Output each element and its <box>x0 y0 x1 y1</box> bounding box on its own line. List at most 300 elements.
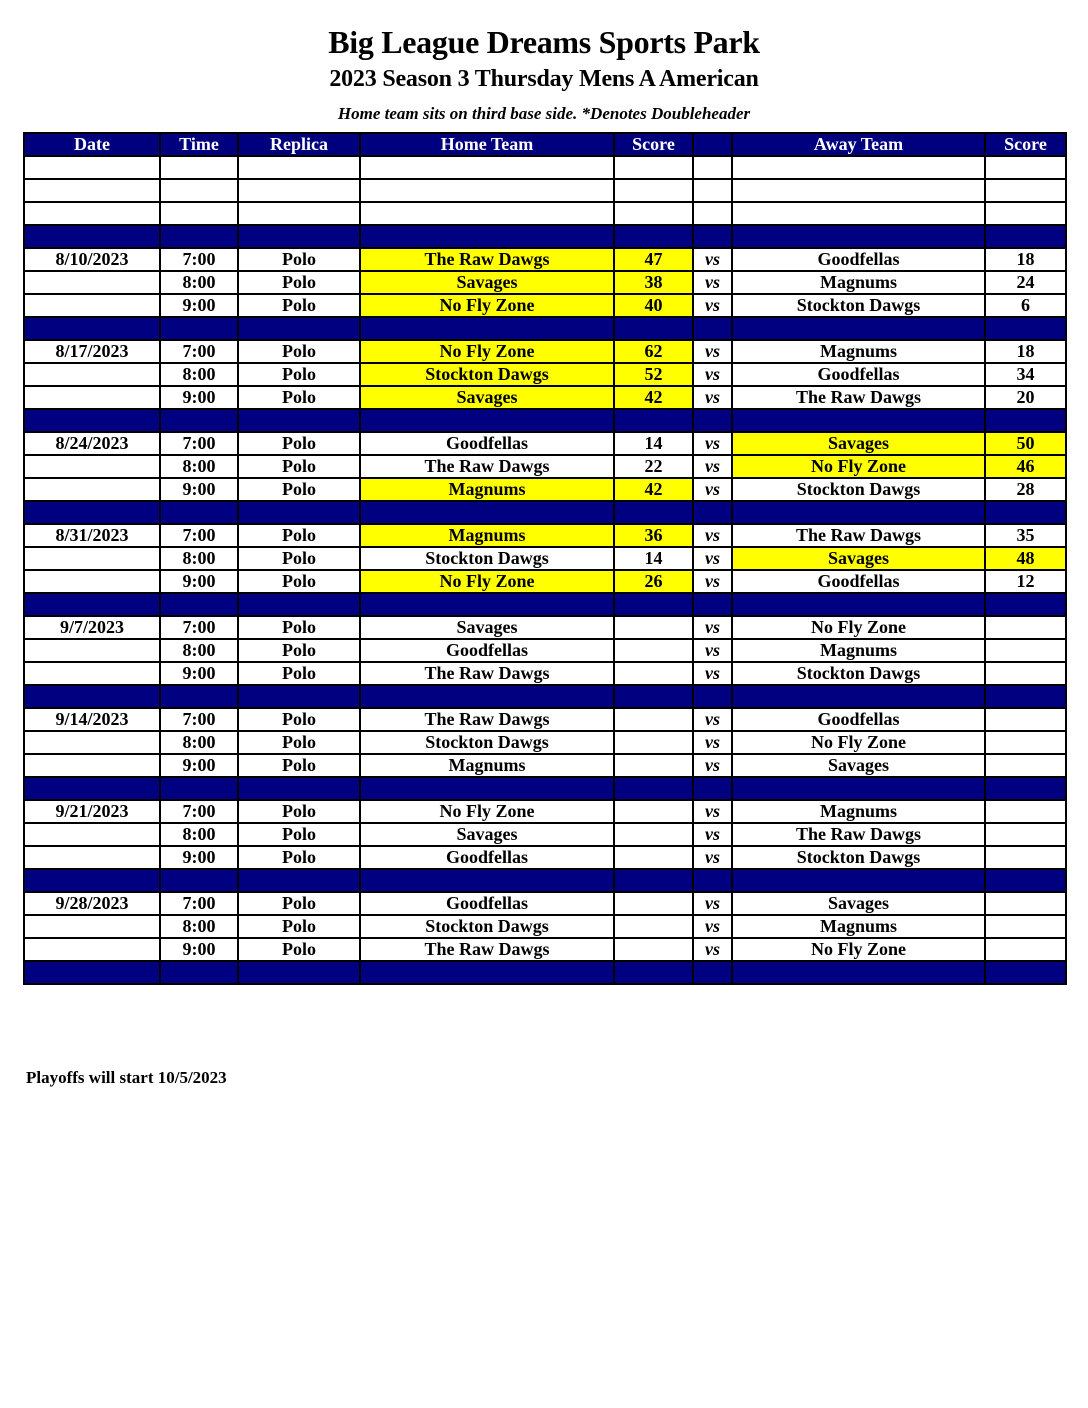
replica-cell: Polo <box>238 570 360 593</box>
vs-cell <box>693 685 732 708</box>
game-row <box>24 938 1066 961</box>
home-score-cell <box>614 754 693 777</box>
home-score-cell: 14 <box>614 547 693 570</box>
replica-cell: Polo <box>238 432 360 455</box>
vs-cell <box>693 869 732 892</box>
time-cell: 9:00 <box>160 478 238 501</box>
replica-cell: Polo <box>238 340 360 363</box>
away-score-cell: 48 <box>985 547 1066 570</box>
date-cell: 9/14/2023 <box>24 708 160 731</box>
date-cell: 8/10/2023 <box>24 248 160 271</box>
date-cell: 8/17/2023 <box>24 340 160 363</box>
game-row <box>24 823 1066 846</box>
replica-cell <box>238 869 360 892</box>
vs-cell: vs <box>693 616 732 639</box>
home-team-cell <box>360 869 614 892</box>
away-score-cell <box>985 938 1066 961</box>
time-cell <box>160 409 238 432</box>
game-row <box>24 547 1066 570</box>
date-cell <box>24 869 160 892</box>
vs-cell: vs <box>693 823 732 846</box>
replica-cell: Polo <box>238 294 360 317</box>
away-score-cell: 35 <box>985 524 1066 547</box>
page-title: Big League Dreams Sports Park <box>328 24 760 60</box>
away-score-cell: 50 <box>985 432 1066 455</box>
vs-cell: vs <box>693 708 732 731</box>
home-team-cell: The Raw Dawgs <box>360 662 614 685</box>
vs-cell <box>693 179 732 202</box>
game-row <box>24 915 1066 938</box>
date-cell <box>24 570 160 593</box>
away-score-cell: 46 <box>985 455 1066 478</box>
game-row <box>24 662 1066 685</box>
home-team-cell <box>360 225 614 248</box>
date-cell <box>24 639 160 662</box>
replica-cell: Polo <box>238 846 360 869</box>
home-team-cell: No Fly Zone <box>360 800 614 823</box>
game-row <box>24 570 1066 593</box>
game-row <box>24 892 1066 915</box>
vs-cell: vs <box>693 800 732 823</box>
game-row <box>24 248 1066 271</box>
date-cell <box>24 271 160 294</box>
date-cell <box>24 386 160 409</box>
home-team-cell <box>360 202 614 225</box>
away-team-cell: Goodfellas <box>732 708 985 731</box>
vs-cell <box>693 501 732 524</box>
blank-row <box>24 202 1066 225</box>
replica-cell <box>238 317 360 340</box>
away-team-cell <box>732 593 985 616</box>
home-score-cell <box>614 869 693 892</box>
home-score-cell: 22 <box>614 455 693 478</box>
time-cell: 9:00 <box>160 662 238 685</box>
game-row <box>24 271 1066 294</box>
replica-cell: Polo <box>238 616 360 639</box>
home-score-cell <box>614 685 693 708</box>
away-score-cell: 34 <box>985 363 1066 386</box>
away-score-cell: 6 <box>985 294 1066 317</box>
spacer-row <box>24 869 1066 892</box>
replica-cell: Polo <box>238 662 360 685</box>
date-cell <box>24 501 160 524</box>
season-subtitle: 2023 Season 3 Thursday Mens A American <box>329 66 759 92</box>
replica-cell: Polo <box>238 363 360 386</box>
away-score-cell <box>985 846 1066 869</box>
time-cell: 9:00 <box>160 294 238 317</box>
away-team-cell: Stockton Dawgs <box>732 478 985 501</box>
away-score-cell <box>985 639 1066 662</box>
vs-cell: vs <box>693 271 732 294</box>
time-cell <box>160 317 238 340</box>
home-team-cell: No Fly Zone <box>360 570 614 593</box>
time-cell <box>160 179 238 202</box>
home-team-cell: Goodfellas <box>360 639 614 662</box>
home-team-cell <box>360 593 614 616</box>
date-cell <box>24 455 160 478</box>
home-team-cell: No Fly Zone <box>360 340 614 363</box>
away-score-cell: 18 <box>985 340 1066 363</box>
date-cell: 8/31/2023 <box>24 524 160 547</box>
spacer-row <box>24 317 1066 340</box>
home-score-cell <box>614 823 693 846</box>
away-score-cell <box>985 409 1066 432</box>
vs-cell: vs <box>693 363 732 386</box>
away-score-cell: 18 <box>985 248 1066 271</box>
time-cell: 8:00 <box>160 363 238 386</box>
home-team-cell: Savages <box>360 616 614 639</box>
game-row <box>24 363 1066 386</box>
date-cell <box>24 317 160 340</box>
home-score-cell <box>614 961 693 984</box>
away-team-cell: Goodfellas <box>732 363 985 386</box>
replica-cell <box>238 777 360 800</box>
home-team-cell: Goodfellas <box>360 892 614 915</box>
away-score-cell <box>985 662 1066 685</box>
col-header-time: Time <box>160 133 238 156</box>
vs-cell: vs <box>693 731 732 754</box>
replica-cell <box>238 202 360 225</box>
time-cell: 9:00 <box>160 386 238 409</box>
col-header-away-score: Score <box>985 133 1066 156</box>
home-team-cell: The Raw Dawgs <box>360 938 614 961</box>
vs-cell <box>693 156 732 179</box>
away-score-cell <box>985 501 1066 524</box>
away-score-cell <box>985 179 1066 202</box>
home-score-cell <box>614 179 693 202</box>
home-score-cell: 26 <box>614 570 693 593</box>
game-row <box>24 386 1066 409</box>
time-cell: 8:00 <box>160 547 238 570</box>
time-cell: 9:00 <box>160 570 238 593</box>
time-cell: 7:00 <box>160 800 238 823</box>
away-team-cell <box>732 179 985 202</box>
away-team-cell: Magnums <box>732 639 985 662</box>
time-cell <box>160 156 238 179</box>
home-team-cell: Savages <box>360 271 614 294</box>
home-score-cell: 47 <box>614 248 693 271</box>
home-score-cell: 40 <box>614 294 693 317</box>
home-team-cell <box>360 501 614 524</box>
replica-cell: Polo <box>238 915 360 938</box>
replica-cell: Polo <box>238 938 360 961</box>
home-team-cell <box>360 317 614 340</box>
date-cell <box>24 777 160 800</box>
home-score-cell: 14 <box>614 432 693 455</box>
replica-cell <box>238 685 360 708</box>
replica-cell: Polo <box>238 524 360 547</box>
away-score-cell <box>985 777 1066 800</box>
vs-cell <box>693 317 732 340</box>
spacer-row <box>24 593 1066 616</box>
time-cell <box>160 777 238 800</box>
col-header-away-team: Away Team <box>732 133 985 156</box>
spacer-row <box>24 777 1066 800</box>
home-score-cell: 42 <box>614 386 693 409</box>
away-team-cell: Magnums <box>732 915 985 938</box>
home-team-cell <box>360 409 614 432</box>
vs-cell: vs <box>693 386 732 409</box>
home-team-cell <box>360 179 614 202</box>
time-cell: 7:00 <box>160 616 238 639</box>
away-score-cell <box>985 823 1066 846</box>
spacer-row <box>24 961 1066 984</box>
date-cell <box>24 915 160 938</box>
home-team-cell: The Raw Dawgs <box>360 455 614 478</box>
game-row <box>24 846 1066 869</box>
date-cell <box>24 156 160 179</box>
time-cell: 7:00 <box>160 708 238 731</box>
home-team-note: Home team sits on third base side. *Denotes Doubleheader <box>337 104 751 123</box>
away-team-cell: The Raw Dawgs <box>732 386 985 409</box>
away-team-cell: The Raw Dawgs <box>732 823 985 846</box>
home-team-cell: Stockton Dawgs <box>360 915 614 938</box>
date-cell <box>24 225 160 248</box>
away-score-cell <box>985 156 1066 179</box>
vs-cell <box>693 225 732 248</box>
away-team-cell: Savages <box>732 432 985 455</box>
home-score-cell <box>614 409 693 432</box>
home-score-cell <box>614 662 693 685</box>
home-score-cell <box>614 777 693 800</box>
col-header-vs <box>693 133 732 156</box>
replica-cell: Polo <box>238 455 360 478</box>
replica-cell: Polo <box>238 547 360 570</box>
home-team-cell: Stockton Dawgs <box>360 547 614 570</box>
home-score-cell <box>614 501 693 524</box>
away-team-cell: Stockton Dawgs <box>732 662 985 685</box>
away-team-cell: No Fly Zone <box>732 616 985 639</box>
away-score-cell <box>985 685 1066 708</box>
date-cell <box>24 662 160 685</box>
away-score-cell <box>985 593 1066 616</box>
game-row <box>24 639 1066 662</box>
time-cell <box>160 225 238 248</box>
time-cell: 9:00 <box>160 938 238 961</box>
date-cell: 9/21/2023 <box>24 800 160 823</box>
home-score-cell <box>614 593 693 616</box>
away-team-cell: Savages <box>732 754 985 777</box>
home-score-cell: 52 <box>614 363 693 386</box>
away-score-cell <box>985 616 1066 639</box>
home-team-cell: Savages <box>360 823 614 846</box>
home-team-cell: Magnums <box>360 478 614 501</box>
schedule-body <box>24 156 1066 984</box>
replica-cell <box>238 961 360 984</box>
away-team-cell <box>732 225 985 248</box>
away-team-cell: Savages <box>732 547 985 570</box>
date-cell: 9/28/2023 <box>24 892 160 915</box>
home-team-cell: Stockton Dawgs <box>360 731 614 754</box>
away-team-cell <box>732 869 985 892</box>
vs-cell <box>693 593 732 616</box>
home-team-cell: The Raw Dawgs <box>360 248 614 271</box>
away-team-cell: Magnums <box>732 340 985 363</box>
vs-cell: vs <box>693 892 732 915</box>
replica-cell: Polo <box>238 892 360 915</box>
time-cell <box>160 961 238 984</box>
away-team-cell: No Fly Zone <box>732 731 985 754</box>
home-score-cell <box>614 225 693 248</box>
date-cell <box>24 961 160 984</box>
replica-cell: Polo <box>238 708 360 731</box>
vs-cell: vs <box>693 570 732 593</box>
home-score-cell: 36 <box>614 524 693 547</box>
home-score-cell <box>614 708 693 731</box>
date-cell: 9/7/2023 <box>24 616 160 639</box>
vs-cell: vs <box>693 432 732 455</box>
time-cell: 8:00 <box>160 271 238 294</box>
away-team-cell <box>732 961 985 984</box>
home-team-cell: Savages <box>360 386 614 409</box>
col-header-replica: Replica <box>238 133 360 156</box>
away-score-cell: 24 <box>985 271 1066 294</box>
playoffs-note: Playoffs will start 10/5/2023 <box>26 1068 227 1087</box>
replica-cell: Polo <box>238 478 360 501</box>
replica-cell: Polo <box>238 639 360 662</box>
home-team-cell: Magnums <box>360 754 614 777</box>
away-team-cell: Goodfellas <box>732 248 985 271</box>
time-cell: 8:00 <box>160 731 238 754</box>
away-team-cell: Stockton Dawgs <box>732 846 985 869</box>
vs-cell <box>693 202 732 225</box>
home-team-cell: Stockton Dawgs <box>360 363 614 386</box>
replica-cell: Polo <box>238 248 360 271</box>
home-score-cell <box>614 317 693 340</box>
blank-row <box>24 156 1066 179</box>
time-cell <box>160 685 238 708</box>
replica-cell <box>238 593 360 616</box>
vs-cell <box>693 409 732 432</box>
date-cell <box>24 846 160 869</box>
date-cell <box>24 409 160 432</box>
vs-cell <box>693 961 732 984</box>
vs-cell: vs <box>693 524 732 547</box>
game-row <box>24 478 1066 501</box>
time-cell <box>160 202 238 225</box>
vs-cell <box>693 777 732 800</box>
time-cell: 9:00 <box>160 846 238 869</box>
date-cell <box>24 731 160 754</box>
replica-cell: Polo <box>238 754 360 777</box>
replica-cell <box>238 409 360 432</box>
game-row <box>24 524 1066 547</box>
away-score-cell: 28 <box>985 478 1066 501</box>
schedule-table <box>23 132 1067 985</box>
away-score-cell <box>985 731 1066 754</box>
game-row <box>24 731 1066 754</box>
home-team-cell <box>360 961 614 984</box>
home-score-cell: 38 <box>614 271 693 294</box>
blank-row <box>24 179 1066 202</box>
away-team-cell <box>732 202 985 225</box>
vs-cell: vs <box>693 248 732 271</box>
home-score-cell <box>614 846 693 869</box>
vs-cell: vs <box>693 754 732 777</box>
vs-cell: vs <box>693 547 732 570</box>
date-cell <box>24 179 160 202</box>
replica-cell: Polo <box>238 800 360 823</box>
home-team-cell <box>360 777 614 800</box>
date-cell: 8/24/2023 <box>24 432 160 455</box>
away-score-cell <box>985 708 1066 731</box>
date-cell <box>24 202 160 225</box>
away-team-cell <box>732 777 985 800</box>
vs-cell: vs <box>693 294 732 317</box>
vs-cell: vs <box>693 662 732 685</box>
away-team-cell <box>732 409 985 432</box>
away-team-cell: Magnums <box>732 271 985 294</box>
game-row <box>24 340 1066 363</box>
vs-cell: vs <box>693 639 732 662</box>
game-row <box>24 708 1066 731</box>
home-team-cell <box>360 156 614 179</box>
time-cell <box>160 593 238 616</box>
vs-cell: vs <box>693 846 732 869</box>
replica-cell: Polo <box>238 823 360 846</box>
away-score-cell <box>985 225 1066 248</box>
vs-cell: vs <box>693 915 732 938</box>
away-team-cell <box>732 685 985 708</box>
home-team-cell <box>360 685 614 708</box>
away-score-cell <box>985 317 1066 340</box>
away-score-cell: 20 <box>985 386 1066 409</box>
date-cell <box>24 294 160 317</box>
time-cell: 7:00 <box>160 340 238 363</box>
game-row <box>24 800 1066 823</box>
replica-cell: Polo <box>238 386 360 409</box>
away-score-cell <box>985 800 1066 823</box>
time-cell: 7:00 <box>160 248 238 271</box>
away-score-cell <box>985 915 1066 938</box>
date-cell <box>24 823 160 846</box>
spacer-row <box>24 225 1066 248</box>
date-cell <box>24 593 160 616</box>
col-header-home-score: Score <box>614 133 693 156</box>
home-team-cell: The Raw Dawgs <box>360 708 614 731</box>
date-cell <box>24 754 160 777</box>
away-team-cell: Magnums <box>732 800 985 823</box>
spacer-row <box>24 501 1066 524</box>
away-team-cell: Savages <box>732 892 985 915</box>
away-score-cell <box>985 961 1066 984</box>
date-cell <box>24 363 160 386</box>
vs-cell: vs <box>693 938 732 961</box>
replica-cell: Polo <box>238 271 360 294</box>
away-team-cell: The Raw Dawgs <box>732 524 985 547</box>
date-cell <box>24 547 160 570</box>
time-cell: 7:00 <box>160 892 238 915</box>
home-score-cell <box>614 892 693 915</box>
time-cell: 7:00 <box>160 432 238 455</box>
time-cell <box>160 869 238 892</box>
away-team-cell <box>732 156 985 179</box>
away-score-cell <box>985 869 1066 892</box>
time-cell <box>160 501 238 524</box>
vs-cell: vs <box>693 340 732 363</box>
home-score-cell <box>614 800 693 823</box>
away-team-cell: Goodfellas <box>732 570 985 593</box>
away-score-cell <box>985 202 1066 225</box>
time-cell: 7:00 <box>160 524 238 547</box>
home-score-cell <box>614 616 693 639</box>
vs-cell: vs <box>693 478 732 501</box>
away-team-cell: Stockton Dawgs <box>732 294 985 317</box>
away-score-cell: 12 <box>985 570 1066 593</box>
time-cell: 8:00 <box>160 639 238 662</box>
home-team-cell: Goodfellas <box>360 846 614 869</box>
home-score-cell <box>614 202 693 225</box>
